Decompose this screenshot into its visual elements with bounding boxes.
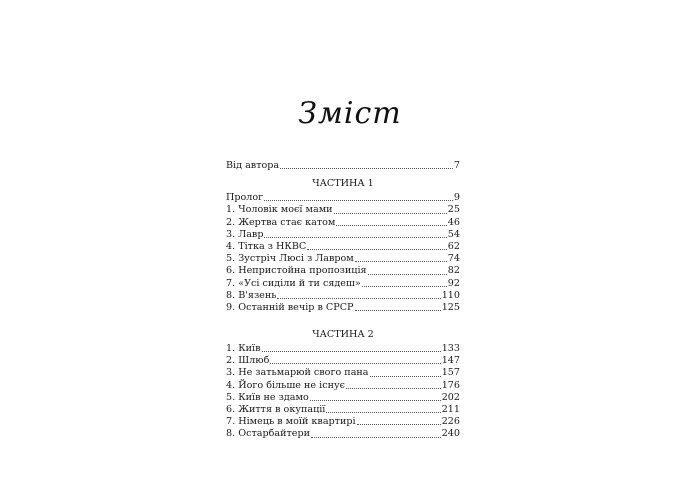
toc-entry[interactable] [226, 217, 460, 229]
toc-leader-dots [370, 368, 441, 377]
toc-entry-page: 125 [441, 301, 460, 313]
toc-leader-dots [355, 302, 441, 311]
toc-entry[interactable] [226, 192, 460, 204]
toc-entry-title: 3. Не затьмарюй свого пана [226, 367, 369, 379]
toc-entry[interactable] [226, 416, 460, 428]
toc-entry-title: 4. Його більше не існує [226, 379, 345, 391]
toc-entry-page: 176 [441, 379, 460, 391]
toc-entry-page: 9 [453, 192, 460, 204]
toc-leader-dots [307, 241, 447, 250]
toc-entry-page: 54 [447, 228, 460, 240]
toc-entry-title: 2. Шлюб [226, 355, 270, 367]
toc-entry-page: 202 [441, 391, 460, 403]
toc-leader-dots [326, 404, 440, 413]
toc-leader-dots [355, 253, 447, 262]
part-spacer [226, 314, 460, 323]
toc-entry-page: 133 [441, 343, 460, 355]
toc-entry-title: Від автора [226, 160, 280, 171]
toc-entry[interactable] [226, 290, 460, 302]
toc-leader-dots [346, 380, 441, 389]
toc-entry[interactable] [226, 160, 460, 172]
toc-leader-dots [264, 192, 453, 201]
toc-leader-dots [311, 429, 441, 438]
part-heading: ЧАСТИНА 2 [312, 329, 374, 341]
toc-entry-page: 62 [447, 240, 460, 252]
toc-entry[interactable] [226, 278, 460, 290]
toc-entry-title: 3. Лавр [226, 228, 264, 240]
toc-leader-dots [357, 416, 441, 425]
toc-entry-page: 226 [441, 416, 460, 428]
toc-leader-dots [280, 160, 453, 169]
toc-entry-title: 5. Київ не здамо [226, 391, 309, 403]
toc-entry[interactable] [226, 253, 460, 265]
table-of-contents [226, 160, 460, 441]
toc-leader-dots [336, 217, 446, 226]
toc-entry[interactable] [226, 302, 460, 314]
toc-entry-page: 25 [447, 204, 460, 216]
toc-entry-page: 7 [453, 160, 460, 171]
toc-entry-page: 157 [441, 367, 460, 379]
toc-entry[interactable] [226, 380, 460, 392]
toc-entry-page: 110 [441, 289, 460, 301]
toc-entry-page: 74 [447, 253, 460, 265]
toc-leader-dots [277, 290, 440, 299]
toc-entry[interactable] [226, 265, 460, 277]
toc-entry-title: 8. В'язень [226, 289, 277, 301]
toc-entry-title: 1. Чоловік моєї мами [226, 204, 333, 216]
toc-leader-dots [270, 355, 440, 364]
toc-entry-title: 1. Київ [226, 343, 261, 355]
toc-entry-title: 5. Зустріч Люсі з Лавром [226, 253, 354, 265]
toc-entry-page: 82 [447, 265, 460, 277]
toc-entry-title: 6. Непристойна пропозиція [226, 265, 367, 277]
toc-entry-page: 92 [447, 277, 460, 289]
toc-entry-title: 8. Остарбайтери [226, 428, 311, 440]
toc-entry-page: 46 [447, 216, 460, 228]
toc-entry[interactable] [226, 343, 460, 355]
toc-entry[interactable] [226, 428, 460, 440]
toc-leader-dots [362, 278, 447, 287]
toc-entry[interactable] [226, 355, 460, 367]
part-heading: ЧАСТИНА 1 [312, 178, 374, 190]
toc-leader-dots [264, 229, 446, 238]
toc-leader-dots [368, 266, 447, 275]
toc-entry-title: Пролог [226, 192, 264, 204]
toc-entry[interactable] [226, 392, 460, 404]
toc-entry-title: 7. «Усі сиділи й ти сядеш» [226, 277, 361, 289]
toc-entry[interactable] [226, 367, 460, 379]
toc-entry-title: 9. Останній вечір в СРСР [226, 301, 354, 313]
toc-entry-page: 240 [441, 428, 460, 440]
toc-entry[interactable] [226, 241, 460, 253]
toc-entry-title: 4. Тітка з НКВС [226, 240, 307, 252]
toc-leader-dots [262, 343, 441, 352]
toc-entry-page: 211 [441, 404, 460, 415]
toc-leader-dots [310, 392, 441, 401]
toc-entry-title: 7. Німець в моїй квартирі [226, 416, 356, 428]
toc-leader-dots [334, 205, 447, 214]
toc-entry[interactable] [226, 229, 460, 241]
toc-entry-page: 147 [441, 355, 460, 367]
toc-heading: Зміст [298, 96, 402, 131]
toc-entry-title: 2. Жертва стає катом [226, 216, 336, 228]
toc-entry-title: 6. Життя в окупації [226, 404, 326, 415]
toc-entry[interactable] [226, 204, 460, 216]
toc-entry[interactable] [226, 404, 460, 416]
